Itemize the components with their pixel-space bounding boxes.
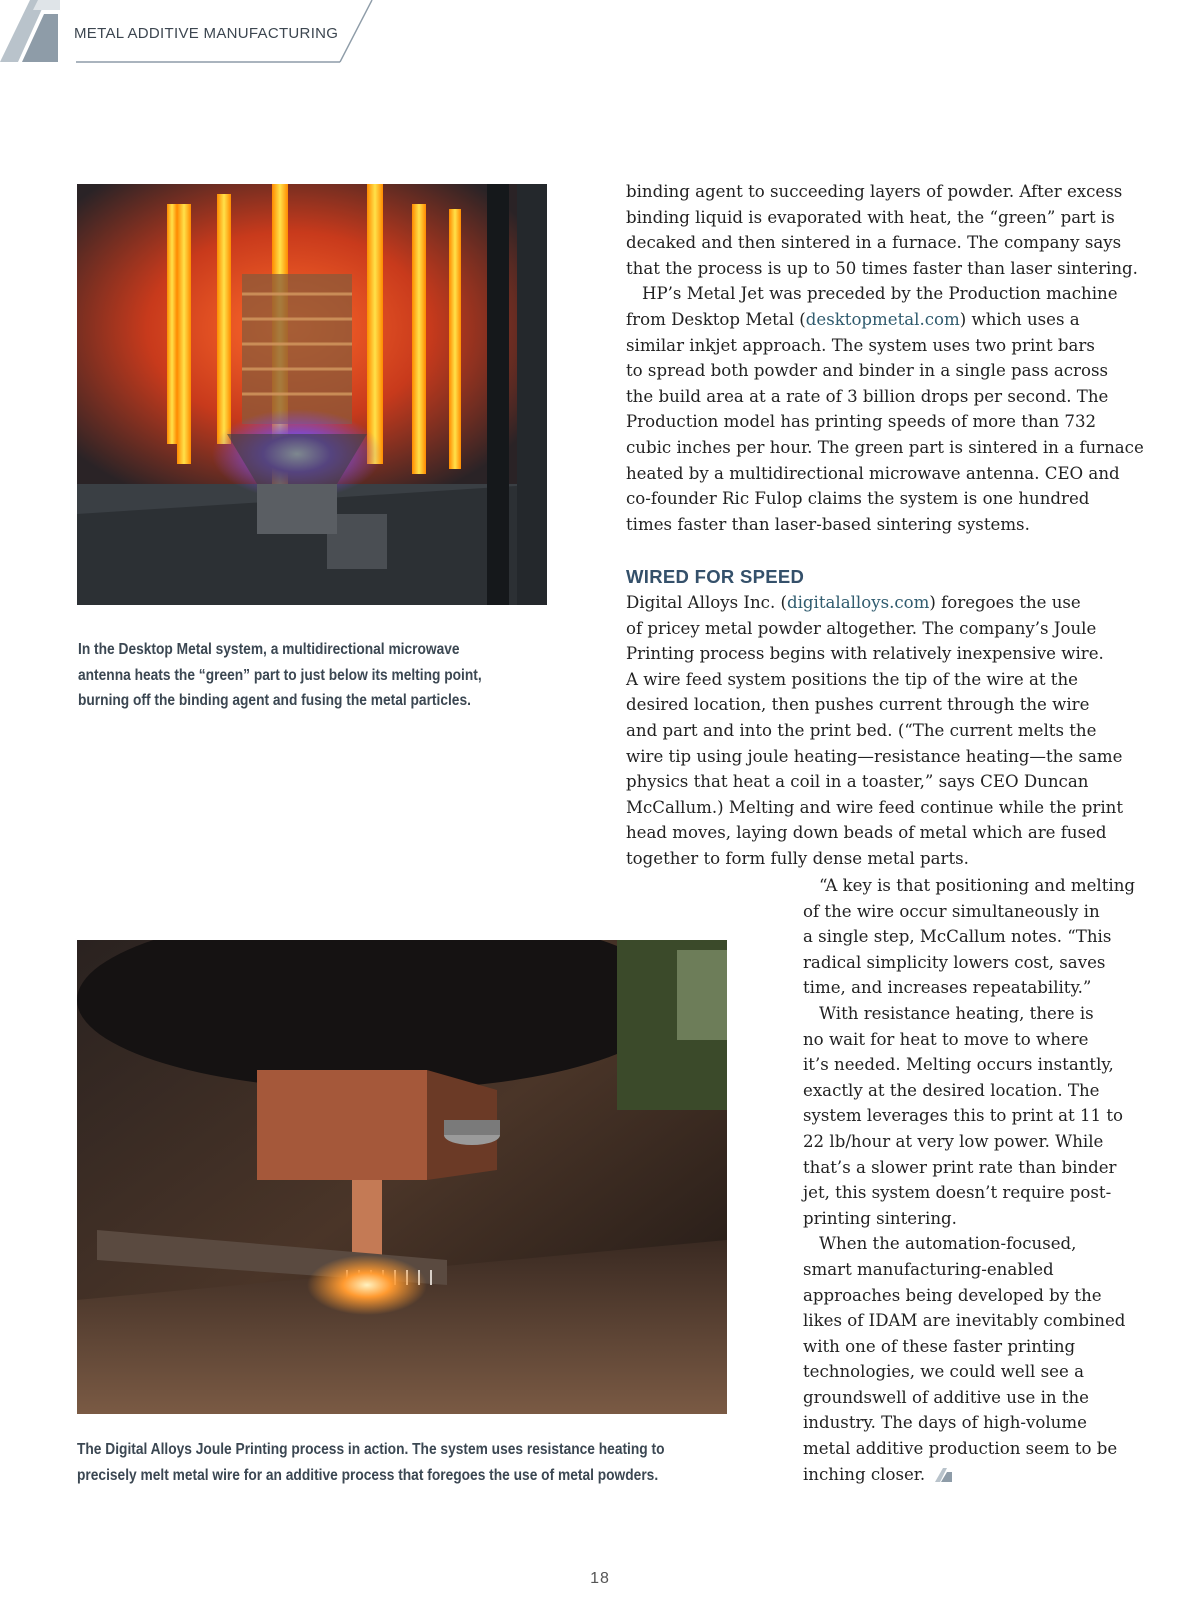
caption-line: burning off the binding agent and fusing the metal particles. xyxy=(78,692,471,709)
article-paragraph xyxy=(626,590,1166,872)
text-line: likes of IDAM are inevitably combined xyxy=(803,1311,1126,1331)
article-paragraph xyxy=(626,179,1146,281)
text-line: decaked and then sintered in a furnace. The company says xyxy=(626,233,1122,253)
text-line: it’s needed. Melting occurs instantly, xyxy=(803,1055,1114,1075)
figure-2-caption xyxy=(77,1437,731,1488)
text-line: of pricey metal powder altogether. The company’s Joule xyxy=(626,618,1097,638)
text-line: binding liquid is evaporated with heat, the “green” part is xyxy=(626,207,1115,227)
text-line: radical simplicity lowers cost, saves xyxy=(803,952,1106,972)
text-line: physics that heat a coil in a toaster,” says CEO Duncan xyxy=(626,772,1089,792)
text-line: heated by a multidirectional microwave antenna. CEO and xyxy=(626,463,1120,483)
text-line: When the automation-focused, xyxy=(819,1234,1077,1254)
text-line: Printing process begins with relatively inexpensive wire. xyxy=(626,644,1104,664)
text-line: that’s a slower print rate than binder xyxy=(803,1157,1117,1177)
caption-line: antenna heats the “green” part to just below its melting point, xyxy=(78,666,482,684)
article-paragraph xyxy=(803,1001,1148,1231)
text-line xyxy=(803,1462,1148,1488)
text-line: “A key is that positioning and melting xyxy=(819,876,1136,895)
text-fragment: ) foregoes the use xyxy=(929,593,1081,612)
text-line: binding agent to succeeding layers of powder. After excess xyxy=(626,182,1123,201)
text-line: printing sintering. xyxy=(803,1208,957,1228)
caption-line: In the Desktop Metal system, a multidirectional microwave xyxy=(78,641,460,658)
desktop-metal-furnace-image xyxy=(77,184,547,605)
text-line: a single step, McCallum notes. “This xyxy=(803,927,1112,947)
section-heading: WIRED FOR SPEED xyxy=(626,566,805,587)
text-line xyxy=(626,590,1166,616)
text-line: exactly at the desired location. The xyxy=(803,1080,1100,1100)
caption-line: precisely melt metal wire for an additive process that foregoes the use of metal powders. xyxy=(77,1466,659,1484)
text-line: and part and into the print bed. (“The current melts the xyxy=(626,720,1097,740)
text-line: jet, this system doesn’t require post- xyxy=(803,1183,1112,1203)
text-line: metal additive production seem to be xyxy=(803,1439,1118,1459)
end-mark-icon xyxy=(935,1467,955,1483)
text-fragment: Digital Alloys Inc. ( xyxy=(626,593,787,612)
text-line xyxy=(626,307,1146,333)
text-fragment: from Desktop Metal ( xyxy=(626,309,806,329)
desktopmetal-link[interactable]: desktopmetal.com xyxy=(805,309,960,329)
text-line: smart manufacturing-enabled xyxy=(803,1259,1054,1279)
article-paragraph xyxy=(803,873,1148,1001)
text-line: no wait for heat to move to where xyxy=(803,1029,1089,1049)
text-line: that the process is up to 50 times faster than laser sintering. xyxy=(626,258,1138,278)
text-line: times faster than laser-based sintering systems. xyxy=(626,514,1030,534)
text-line: McCallum.) Melting and wire feed continue while the print xyxy=(626,797,1123,817)
article-column-upper xyxy=(626,179,1146,537)
text-line: of the wire occur simultaneously in xyxy=(803,901,1100,921)
text-line: similar inkjet approach. The system uses two print bars xyxy=(626,335,1095,355)
text-line: desired location, then pushes current through the wire xyxy=(626,695,1090,715)
figure-1-caption xyxy=(78,637,525,714)
text-line: cubic inches per hour. The green part is sintered in a furnace xyxy=(626,437,1144,457)
text-line: 22 lb/hour at very low power. While xyxy=(803,1131,1104,1151)
text-line: to spread both powder and binder in a single pass across xyxy=(626,361,1108,381)
text-line: With resistance heating, there is xyxy=(819,1003,1094,1023)
digitalalloys-link[interactable]: digitalalloys.com xyxy=(787,593,930,612)
page-header xyxy=(0,0,400,64)
text-line: head moves, laying down beads of metal which are fused xyxy=(626,823,1107,843)
article-column-lower xyxy=(803,873,1148,1487)
text-line: HP’s Metal Jet was preceded by the Production machine xyxy=(642,284,1118,304)
text-line: time, and increases repeatability.” xyxy=(803,978,1092,998)
text-line: A wire feed system positions the tip of the wire at the xyxy=(626,669,1078,689)
caption-line: The Digital Alloys Joule Printing process in action. The system uses resistance heating to xyxy=(77,1441,665,1458)
text-line: approaches being developed by the xyxy=(803,1285,1102,1305)
text-line: together to form fully dense metal parts. xyxy=(626,848,969,868)
text-line: wire tip using joule heating—resistance heating—the same xyxy=(626,746,1123,766)
article-paragraph xyxy=(626,281,1146,537)
text-line: system leverages this to print at 11 to xyxy=(803,1106,1124,1126)
text-line: co-founder Ric Fulop claims the system is one hundred xyxy=(626,489,1090,509)
text-line: technologies, we could well see a xyxy=(803,1362,1084,1382)
article-paragraph xyxy=(803,1231,1148,1487)
section-title: METAL ADDITIVE MANUFACTURING xyxy=(74,25,339,42)
text-fragment: ) which uses a xyxy=(959,309,1080,329)
text-line: industry. The days of high-volume xyxy=(803,1413,1087,1433)
text-line: the build area at a rate of 3 billion drops per second. The xyxy=(626,386,1109,406)
page-number: 18 xyxy=(590,1570,610,1587)
text-fragment: inching closer. xyxy=(803,1464,926,1484)
article-column-middle xyxy=(626,590,1166,872)
text-line: groundswell of additive use in the xyxy=(803,1387,1090,1407)
digital-alloys-printing-image xyxy=(77,940,727,1414)
text-line: Production model has printing speeds of more than 732 xyxy=(626,412,1097,432)
text-line: with one of these faster printing xyxy=(803,1336,1076,1356)
